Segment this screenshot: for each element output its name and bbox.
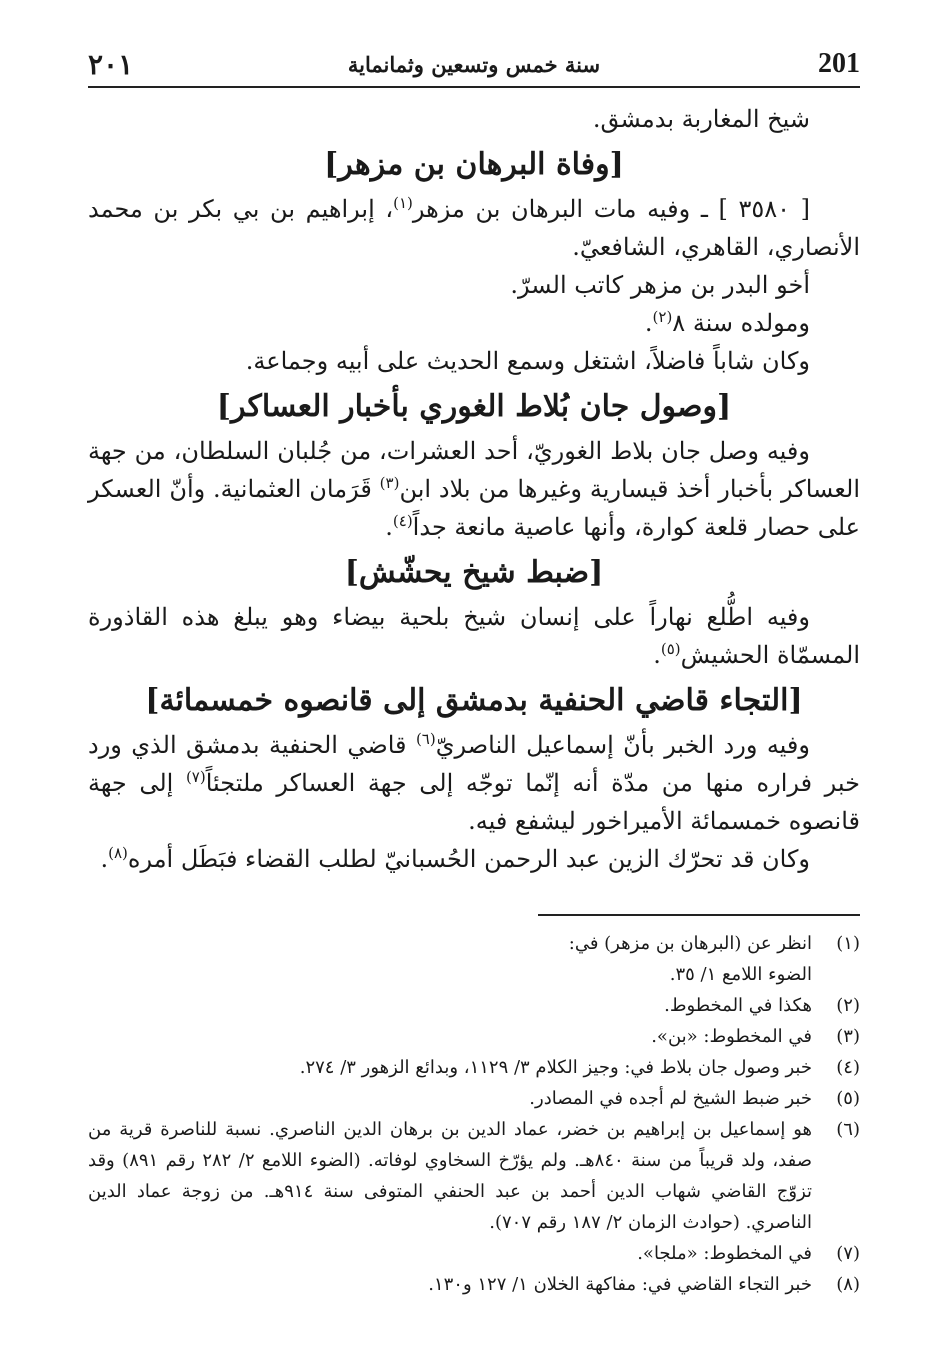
paragraph: وفيه اطُّلع نهاراً على إنسان شيخ بلحية بيضاء وهو يبلغ هذه القاذورة المسمّاة الحشيش$^{(٥)}$. (88, 603, 860, 669)
page-header (88, 44, 860, 84)
footnote-text: خبر التجاء القاضي في: مفاكهة الخلان ١/ ١٢٧ و١٣٠. (428, 1274, 812, 1295)
paragraph: أخو البدر بن مزهر كاتب السرّ. (510, 271, 810, 299)
footnote-ref[interactable]: (٦) (415, 730, 436, 748)
paragraph: وكان شاباً فاضلاً، اشتغل وسمع الحديث على أبيه وجماعة. (245, 347, 810, 375)
footnote-text: خبر ضبط الشيخ لم أجده في المصادر. (529, 1088, 812, 1109)
footnote-number: (٥) (836, 1088, 860, 1109)
footnote-rule (538, 914, 860, 916)
paragraph: ومولده سنة ٨$^{(٢)}$. (644, 308, 810, 337)
footnote-number: (٧) (836, 1243, 860, 1264)
footnote-text: خبر وصول جان بلاط في: وجيز الكلام ٣/ ١١٢٩، وبدائع الزهور ٣/ ٢٧٤. (299, 1057, 812, 1078)
header-rule (88, 86, 860, 88)
footnote-item (88, 1083, 860, 1114)
paragraph: وفيه ورد الخبر بأنّ إسماعيل الناصريّ$^{(٦)}$ قاضي الحنفية بدمشق الذي ورد خبر فراره منها من مدّة أنه إنّما توجّه إلى جهة العساكر ملتجئاً$^{(٧)}$ إلى جهة قانصوه خمسمائة الأميراخور ليشفع فيه. (88, 730, 860, 835)
footnote-item (88, 1238, 860, 1269)
section-heading: [التجاء قاضي الحنفية بدمشق إلى قانصوه خمسمائة] (145, 683, 803, 718)
paragraph: شيخ المغاربة بدمشق. (592, 105, 810, 133)
footnote-item (88, 1052, 860, 1083)
footnote-item (88, 1114, 860, 1238)
footnote-ref[interactable]: (٣) (379, 474, 400, 492)
footnote-item (88, 990, 860, 1021)
footnote-text: في المخطوط: «ملجا». (637, 1243, 812, 1264)
footnote-item (88, 1269, 860, 1300)
footnote-number: (٣) (836, 1026, 860, 1047)
footnotes (88, 928, 860, 1300)
paragraph: وكان قد تحرّك الزين عبد الرحمن الحُسبانيّ لطلب القضاء فبَطَل أمره$^{(٨)}$. (100, 844, 810, 873)
footnote-text: هو إسماعيل بن إبراهيم بن خضر، عماد الدين بن برهان الدين الناصري. نسبة للناصرة قرية من صفد، ولد قريباً من سنة ٨٤٠هـ. ولم يؤرّخ السخاوي لوفاته. (الضوء اللامع ٢/ ٢٨٢ رقم ٨٩١) وقد تزوّج القاضي شهاب الدين أحمد بن عبد الحنفي المتوفى سنة ٩١٤هـ. من زوجة عماد الدين الناصري. (حوادث الزمان ٢/ ١٨٧ رقم ٧٠٧). (88, 1119, 813, 1233)
page-number-arabic: ٢٠١ (88, 48, 134, 81)
footnote-ref[interactable]: (١) (393, 194, 413, 212)
main-text (88, 100, 860, 878)
running-title: سنة خمس وتسعين وثمانماية (347, 52, 601, 77)
page-number-latin: 201 (818, 48, 860, 79)
paragraph: وفيه وصل جان بلاط الغوريّ، أحد العشرات، من جُلبان السلطان، من جهة العساكر بأخبار أخذ قيسارية وغيرها من بلاد ابن$^{(٣)}$ قَرَمان العثمانية. وأنّ العسكر على حصار قلعة كوارة، وأنها عاصية مانعة جداً$^{(٤)}$. (88, 437, 860, 541)
footnote-item: (١) انظر عن (البرهان بن مزهر) في: الضوء اللامع ١/ ٣٥. (88, 928, 860, 990)
footnote-ref[interactable]: (٤) (392, 512, 413, 530)
footnote-ref[interactable]: (٨) (108, 844, 128, 862)
footnote-item (88, 1021, 860, 1052)
footnote-number: (٦) (836, 1119, 860, 1140)
footnote-text: في المخطوط: «بن». (651, 1026, 812, 1047)
section-heading: [وصول جان بُلاط الغوري بأخبار العساكر] (216, 389, 732, 424)
section-heading: [ضبط شيخ يحشّش] (344, 555, 604, 590)
footnote-ref[interactable]: (٧) (185, 768, 206, 786)
footnote-text: هكذا في المخطوط. (664, 995, 812, 1016)
paragraph-entry: [ ٣٥٨٠ ] ـ وفيه مات البرهان بن مزهر$^{(١)}$، إبراهيم بن بي بكر بن محمد الأنصاري، القاهري، الشافعيّ. (88, 194, 860, 261)
footnote-ref[interactable]: (٢) (652, 308, 673, 326)
footnote-number: (٨) (836, 1274, 860, 1295)
footnote-number: (٤) (836, 1057, 860, 1078)
footnote-ref[interactable]: (٥) (660, 640, 681, 658)
footnote-number: (٢) (836, 995, 860, 1016)
section-heading: [وفاة البرهان بن مزهر] (324, 147, 624, 182)
footnote-number: (١) (836, 933, 860, 954)
